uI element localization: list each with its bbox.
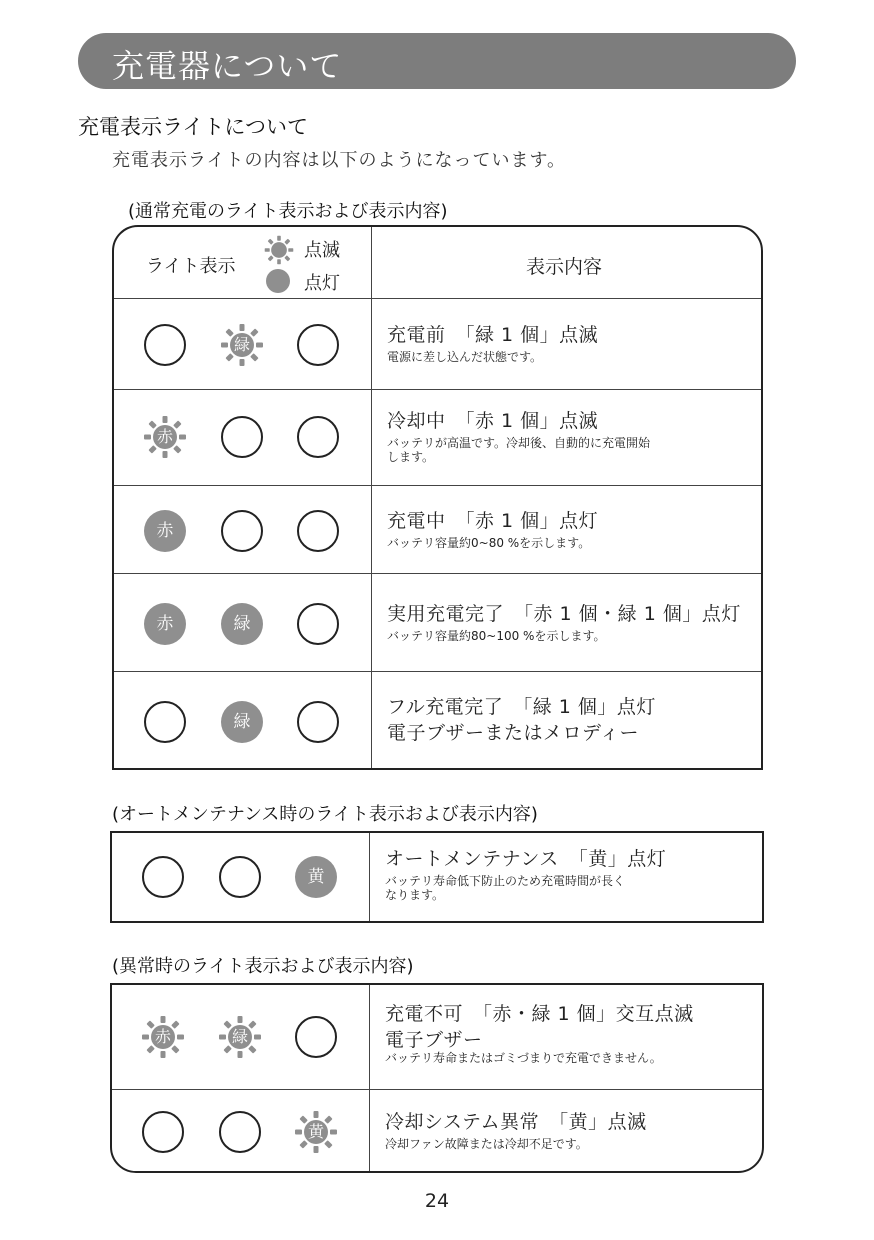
legend-blink-label: 点滅 bbox=[304, 240, 340, 261]
row-detail-text: 冷却ファン故障または冷却不足です。 bbox=[385, 1137, 588, 1151]
error-table bbox=[110, 983, 764, 1173]
on-legend-icon bbox=[266, 269, 290, 293]
table-row bbox=[114, 671, 761, 771]
lamp-label: 緑 bbox=[231, 1027, 248, 1046]
page-title: 充電器について bbox=[112, 47, 343, 85]
lamp-off-icon bbox=[221, 416, 263, 458]
lamp-label: 赤 bbox=[156, 427, 173, 446]
lamp-label: 黄 bbox=[307, 1122, 324, 1141]
header-content-label: 表示内容 bbox=[526, 256, 603, 278]
row-status-text: オートメンテナンス 「黄」点灯 bbox=[385, 848, 667, 870]
header-lamp-label: ライト表示 bbox=[146, 256, 236, 277]
row-status-text: 充電前 「緑 1 個」点滅 bbox=[387, 324, 599, 346]
lamp-off-icon bbox=[297, 416, 339, 458]
lamp-off-icon bbox=[219, 1111, 261, 1153]
table-row bbox=[114, 573, 761, 672]
table-row bbox=[114, 485, 761, 574]
lamp-off-icon bbox=[297, 324, 339, 366]
lamp-off-icon bbox=[297, 510, 339, 552]
lamp-blink-icon bbox=[221, 324, 263, 366]
lamp-off-icon bbox=[297, 701, 339, 743]
row-status-text: 冷却中 「赤 1 個」点滅 bbox=[387, 410, 599, 432]
row-status-text: 冷却システム異常 「黄」点滅 bbox=[385, 1111, 647, 1133]
lamp-off-icon bbox=[221, 510, 263, 552]
row-detail-text: バッテリ寿命またはゴミづまりで充電できません。 bbox=[385, 1051, 662, 1065]
row-detail-text: 電源に差し込んだ状態です。 bbox=[387, 350, 543, 364]
lamp-label: 緑 bbox=[233, 335, 250, 354]
table-header-row bbox=[114, 227, 761, 299]
lamp-off-icon bbox=[295, 1016, 337, 1058]
blink-rays-icon bbox=[264, 235, 294, 265]
row-status-text: 電子ブザーまたはメロディー bbox=[387, 722, 639, 744]
section-intro: 充電表示ライトの内容は以下のようになっています。 bbox=[112, 150, 567, 171]
lamp-on-icon: 緑 bbox=[221, 701, 263, 743]
lamp-off-icon bbox=[144, 324, 186, 366]
table-row bbox=[112, 833, 762, 921]
table2-caption: (オートメンテナンス時のライト表示および表示内容) bbox=[112, 804, 538, 825]
table-row bbox=[112, 1089, 762, 1172]
lamp-off-icon bbox=[297, 603, 339, 645]
row-status-text: 実用充電完了 「赤 1 個・緑 1 個」点灯 bbox=[387, 603, 741, 625]
lamp-off-icon bbox=[142, 856, 184, 898]
lamp-blink-icon bbox=[219, 1016, 261, 1058]
lamp-off-icon bbox=[144, 701, 186, 743]
lamp-blink-icon bbox=[295, 1111, 337, 1153]
table1-caption: (通常充電のライト表示および表示内容) bbox=[128, 201, 448, 222]
lamp-on-icon: 赤 bbox=[144, 603, 186, 645]
auto-maintenance-table bbox=[110, 831, 764, 923]
section-heading: 充電表示ライトについて bbox=[78, 115, 308, 139]
table-row bbox=[114, 298, 761, 390]
lamp-on-icon: 黄 bbox=[295, 856, 337, 898]
normal-charging-table bbox=[112, 225, 763, 770]
table3-caption: (異常時のライト表示および表示内容) bbox=[112, 956, 414, 977]
blink-legend-icon bbox=[264, 235, 294, 265]
lamp-on-icon: 緑 bbox=[221, 603, 263, 645]
legend-on-label: 点灯 bbox=[304, 273, 340, 294]
lamp-on-icon: 赤 bbox=[144, 510, 186, 552]
row-detail-text: バッテリが高温です。冷却後、自動的に充電開始 bbox=[387, 436, 651, 450]
row-status-text: 電子ブザー bbox=[385, 1029, 483, 1051]
lamp-off-icon bbox=[142, 1111, 184, 1153]
row-detail-text: なります。 bbox=[385, 888, 445, 902]
row-status-text: 充電不可 「赤・緑 1 個」交互点滅 bbox=[385, 1003, 694, 1025]
table-row bbox=[112, 985, 762, 1089]
row-detail-text: バッテリ容量約0~80 %を示します。 bbox=[387, 536, 591, 550]
page-number: 24 bbox=[424, 1190, 450, 1212]
lamp-blink-icon bbox=[144, 416, 186, 458]
row-status-text: フル充電完了 「緑 1 個」点灯 bbox=[387, 696, 656, 718]
lamp-blink-icon bbox=[142, 1016, 184, 1058]
lamp-label: 赤 bbox=[154, 1027, 171, 1046]
row-detail-text: バッテリ容量約80~100 %を示します。 bbox=[387, 629, 606, 643]
row-detail-text: バッテリ寿命低下防止のため充電時間が長く bbox=[385, 874, 626, 888]
lamp-off-icon bbox=[219, 856, 261, 898]
row-detail-text: します。 bbox=[387, 450, 435, 464]
table-row bbox=[114, 389, 761, 486]
row-status-text: 充電中 「赤 1 個」点灯 bbox=[387, 510, 599, 532]
